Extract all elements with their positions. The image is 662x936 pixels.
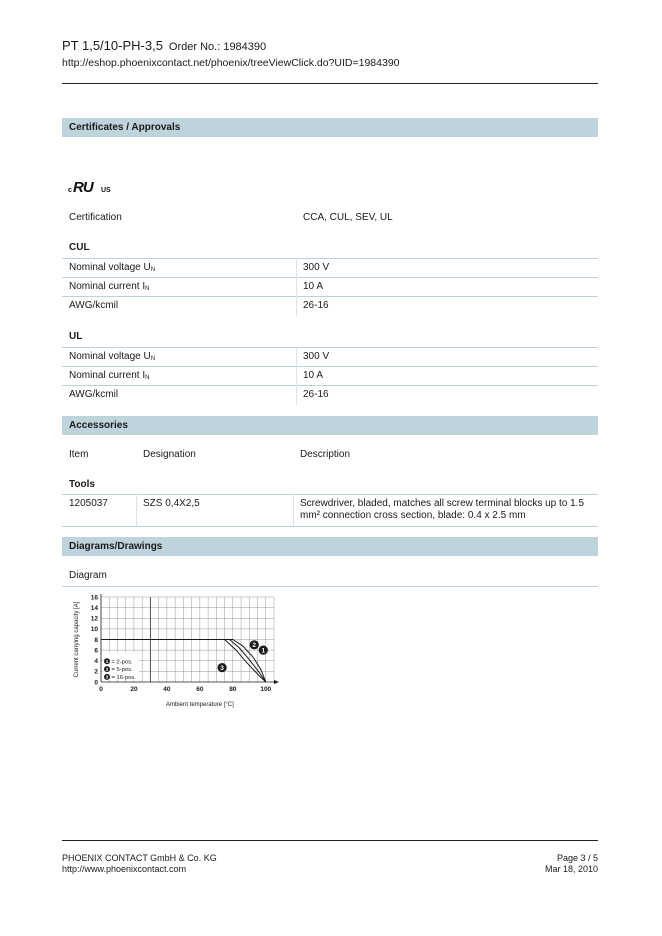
footer-page: Page 3 / 5 (556, 853, 598, 863)
x-tick-label: 100 (260, 686, 272, 693)
tools-group-title: Tools (69, 479, 95, 490)
ul-row-divider (62, 347, 598, 348)
diagram-divider (62, 586, 598, 587)
cul-column-divider (296, 258, 297, 316)
cul-current-value: 10 A (303, 281, 324, 292)
section-certificates-heading: Certificates / Approvals (62, 118, 598, 137)
header-title-line (62, 38, 598, 55)
series-marker-label: 2 (252, 642, 257, 650)
svg-text:RU: RU (73, 179, 93, 195)
accessory-designation: SZS 0,4X2,5 (143, 498, 200, 509)
y-tick-label: 8 (94, 636, 98, 644)
legend-marker-label: 2 (105, 667, 109, 673)
cul-awg-label: AWG/kcmil (69, 300, 119, 311)
footer-date: Mar 18, 2010 (544, 864, 598, 874)
cul-awg-value: 26-16 (303, 300, 329, 311)
header-divider (62, 83, 598, 84)
y-tick-label: 16 (90, 594, 98, 602)
x-axis-arrow (274, 680, 279, 684)
svg-text:US: US (101, 187, 111, 194)
cul-voltage-label: Nominal voltage $U_N$ (69, 262, 156, 273)
accessories-col-item: Item (69, 449, 89, 460)
legend-marker-label: 3 (105, 675, 109, 681)
legend-marker-label: 1 (105, 660, 109, 666)
y-tick-label: 4 (94, 658, 98, 666)
y-tick-label: 2 (94, 668, 98, 676)
accessories-col-description: Description (300, 449, 351, 460)
ul-row-divider (62, 366, 598, 367)
accessory-description-line: Screwdriver, bladed, matches all screw terminal blocks up to 1.5 (300, 498, 585, 509)
product-title: PT 1,5/10-PH-3,5 (62, 38, 163, 53)
tools-row-divider (62, 494, 598, 495)
ul-current-value: 10 A (303, 370, 324, 381)
legend-entry-label: = 16-pos. (111, 674, 136, 681)
x-tick-label: 40 (163, 686, 171, 693)
y-tick-label: 14 (90, 604, 98, 612)
x-tick-label: 20 (130, 686, 138, 693)
svg-text:c: c (68, 187, 72, 194)
ul-column-divider (296, 347, 297, 405)
series-marker-label: 3 (220, 665, 224, 673)
cul-voltage-value: 300 V (303, 262, 330, 273)
accessories-col-designation: Designation (143, 449, 196, 460)
cul-row-divider (62, 296, 598, 297)
certification-value: CCA, CUL, SEV, UL (303, 212, 393, 223)
cul-group-title: CUL (69, 242, 90, 253)
cul-row-divider (62, 277, 598, 278)
ul-group-title: UL (69, 331, 83, 342)
x-tick-label: 0 (99, 686, 103, 693)
certification-label: Certification (69, 212, 122, 223)
ul-voltage-value: 300 V (303, 351, 330, 362)
accessory-description (300, 498, 596, 522)
legend-entry-label: = 5-pos. (111, 667, 133, 674)
footer-website[interactable]: http://www.phoenixcontact.com (62, 864, 187, 874)
section-accessories-heading: Accessories (62, 416, 598, 435)
section-diagrams-heading: Diagrams/Drawings (62, 537, 598, 556)
ul-row-divider (62, 385, 598, 386)
footer-divider (62, 840, 598, 841)
tools-column-divider (136, 494, 137, 526)
x-tick-label: 80 (229, 686, 237, 693)
chart-legend (103, 652, 139, 681)
y-axis-label: Current carrying capacity [A] (74, 601, 80, 678)
series-marker-label: 1 (261, 647, 266, 655)
order-number: Order No.: 1984390 (168, 41, 267, 53)
ul-awg-label: AWG/kcmil (69, 389, 119, 400)
ul-awg-value: 26-16 (303, 389, 329, 400)
legend-entry-label: = 2-pos. (111, 659, 133, 666)
y-tick-label: 10 (90, 626, 98, 634)
x-tick-label: 60 (196, 686, 204, 693)
page-header (62, 38, 598, 70)
y-tick-label: 6 (94, 647, 98, 655)
cul-current-label: Nominal current $I_N$ (69, 281, 150, 292)
derating-chart (70, 592, 282, 712)
accessory-description-line: mm² connection cross section, blade: 0.4 x 2.5 mm (300, 510, 526, 521)
y-tick-label: 0 (94, 679, 98, 687)
ul-current-label: Nominal current $I_N$ (69, 370, 150, 381)
diagram-label: Diagram (69, 570, 107, 581)
y-tick-label: 12 (90, 615, 98, 623)
tools-column-divider (293, 494, 294, 526)
tools-row-divider (62, 526, 598, 527)
cul-row-divider (62, 258, 598, 259)
x-axis-label: Ambient temperature [°C] (165, 702, 234, 708)
accessory-item-number: 1205037 (69, 498, 108, 509)
product-url[interactable]: http://eshop.phoenixcontact.net/phoenix/treeViewClick.do?UID=1984390 (62, 57, 400, 69)
cul-us-logo (68, 177, 116, 195)
ul-voltage-label: Nominal voltage $U_N$ (69, 351, 156, 362)
footer-company: PHOENIX CONTACT GmbH & Co. KG (62, 853, 217, 863)
